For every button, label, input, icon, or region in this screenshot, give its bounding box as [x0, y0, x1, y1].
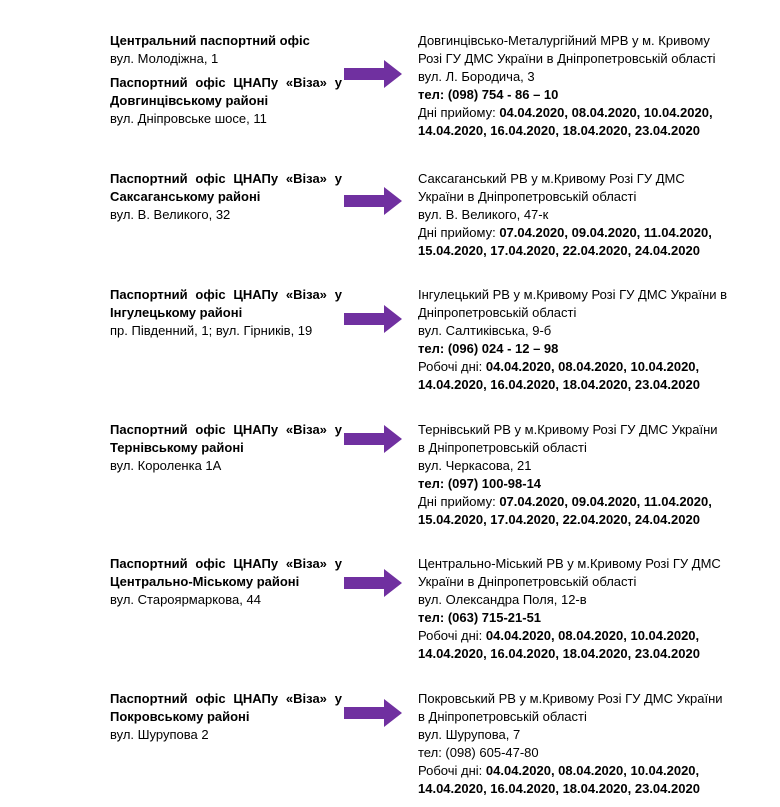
department-info	[418, 170, 758, 260]
department-name: Розі ГУ ДМС України в Дніпропетровській області	[418, 51, 716, 66]
department-name: Дніпропетровській області	[418, 305, 577, 320]
department-name: в Дніпропетровській області	[418, 440, 587, 455]
department-address: вул. Шурупова, 7	[418, 727, 521, 742]
department-info	[418, 32, 758, 140]
department-name: Центрально-Міський РВ у м.Кривому Розі ГУ ДМС	[418, 556, 721, 571]
office-address: пр. Південний, 1; вул. Гірників, 19	[110, 323, 313, 338]
office-info	[110, 32, 342, 128]
department-name: Покровський РВ у м.Кривому Розі ГУ ДМС України	[418, 691, 723, 706]
reception-days: 15.04.2020, 17.04.2020, 22.04.2020, 24.04.2020	[418, 243, 700, 258]
department-phone: тел: (098) 754 - 86 – 10	[418, 87, 559, 102]
office-title-line2: Покровському районі	[110, 709, 250, 724]
office-title: Паспортний офіс ЦНАПу «Віза» у	[110, 422, 342, 437]
office-title-line2: Саксаганському районі	[110, 189, 261, 204]
office-address: вул. Молодіжна, 1	[110, 51, 219, 66]
right-arrow-icon	[344, 304, 402, 334]
office-address: вул. Шурупова 2	[110, 727, 209, 742]
office-info	[110, 170, 342, 224]
department-name: України в Дніпропетровській області	[418, 574, 637, 589]
department-name: Тернівський РВ у м.Кривому Розі ГУ ДМС України	[418, 422, 718, 437]
department-name: України в Дніпропетровській області	[418, 189, 637, 204]
department-phone: тел: (096) 024 - 12 – 98	[418, 341, 559, 356]
office-title: Паспортний офіс ЦНАПу «Віза» у	[110, 287, 342, 302]
office-info	[110, 555, 342, 609]
right-arrow-icon	[344, 424, 402, 454]
office-address: вул. Дніпровське шосе, 11	[110, 111, 267, 126]
right-arrow-icon	[344, 59, 402, 89]
office-title: Паспортний офіс ЦНАПу «Віза» у	[110, 556, 342, 571]
office-title-line2: Інгулецькому районі	[110, 305, 243, 320]
department-name: Інгулецький РВ у м.Кривому Розі ГУ ДМС України в	[418, 287, 728, 302]
office-info	[110, 286, 342, 340]
department-name: Саксаганський РВ у м.Кривому Розі ГУ ДМС	[418, 171, 685, 186]
office-title: Паспортний офіс ЦНАПу «Віза» у	[110, 171, 342, 186]
office-title-line2: Центрально-Міському районі	[110, 574, 300, 589]
department-name: Довгинцівсько-Металургійний МРВ у м. Кривому	[418, 33, 710, 48]
department-address: вул. Черкасова, 21	[418, 458, 532, 473]
working-days: Робочі дні: 04.04.2020, 08.04.2020, 10.04.2020,	[418, 763, 700, 778]
working-days: Робочі дні: 04.04.2020, 08.04.2020, 10.04.2020,	[418, 628, 700, 643]
reception-days: Дні прийому: 04.04.2020, 08.04.2020, 10.04.2020,	[418, 105, 713, 120]
reception-days: Дні прийому: 07.04.2020, 09.04.2020, 11.04.2020,	[418, 494, 712, 509]
working-days: 14.04.2020, 16.04.2020, 18.04.2020, 23.04.2020	[418, 377, 700, 392]
department-address: вул. Салтиківська, 9-б	[418, 323, 552, 338]
office-title: Паспортний офіс ЦНАПу «Віза» у	[110, 691, 342, 706]
working-days: Робочі дні: 04.04.2020, 08.04.2020, 10.04.2020,	[418, 359, 700, 374]
office-title-line2: Тернівському районі	[110, 440, 244, 455]
office-info	[110, 690, 342, 744]
department-info	[418, 690, 758, 798]
office-address: вул. Староярмаркова, 44	[110, 592, 261, 607]
office-title: Центральний паспортний офіс	[110, 33, 310, 48]
department-address: вул. Олександра Поля, 12-в	[418, 592, 587, 607]
office-address: вул. Короленка 1А	[110, 458, 222, 473]
department-address: вул. В. Великого, 47-к	[418, 207, 549, 222]
office-title: Паспортний офіс ЦНАПу «Віза» у	[110, 75, 342, 90]
working-days: 14.04.2020, 16.04.2020, 18.04.2020, 23.04.2020	[418, 781, 700, 796]
reception-days: 14.04.2020, 16.04.2020, 18.04.2020, 23.04.2020	[418, 123, 700, 138]
working-days: 14.04.2020, 16.04.2020, 18.04.2020, 23.04.2020	[418, 646, 700, 661]
right-arrow-icon	[344, 698, 402, 728]
reception-days: Дні прийому: 07.04.2020, 09.04.2020, 11.04.2020,	[418, 225, 712, 240]
department-name: в Дніпропетровській області	[418, 709, 587, 724]
right-arrow-icon	[344, 568, 402, 598]
reception-days: 15.04.2020, 17.04.2020, 22.04.2020, 24.04.2020	[418, 512, 700, 527]
department-info	[418, 555, 758, 663]
right-arrow-icon	[344, 186, 402, 216]
department-phone: тел: (098) 605-47-80	[418, 745, 539, 760]
department-phone: тел: (063) 715-21-51	[418, 610, 542, 625]
department-address: вул. Л. Бородича, 3	[418, 69, 535, 84]
office-info	[110, 421, 342, 475]
department-info	[418, 286, 758, 394]
department-phone: тел: (097) 100-98-14	[418, 476, 542, 491]
office-address: вул. В. Великого, 32	[110, 207, 231, 222]
department-info	[418, 421, 758, 529]
office-title-line2: Довгинцівському районі	[110, 93, 269, 108]
